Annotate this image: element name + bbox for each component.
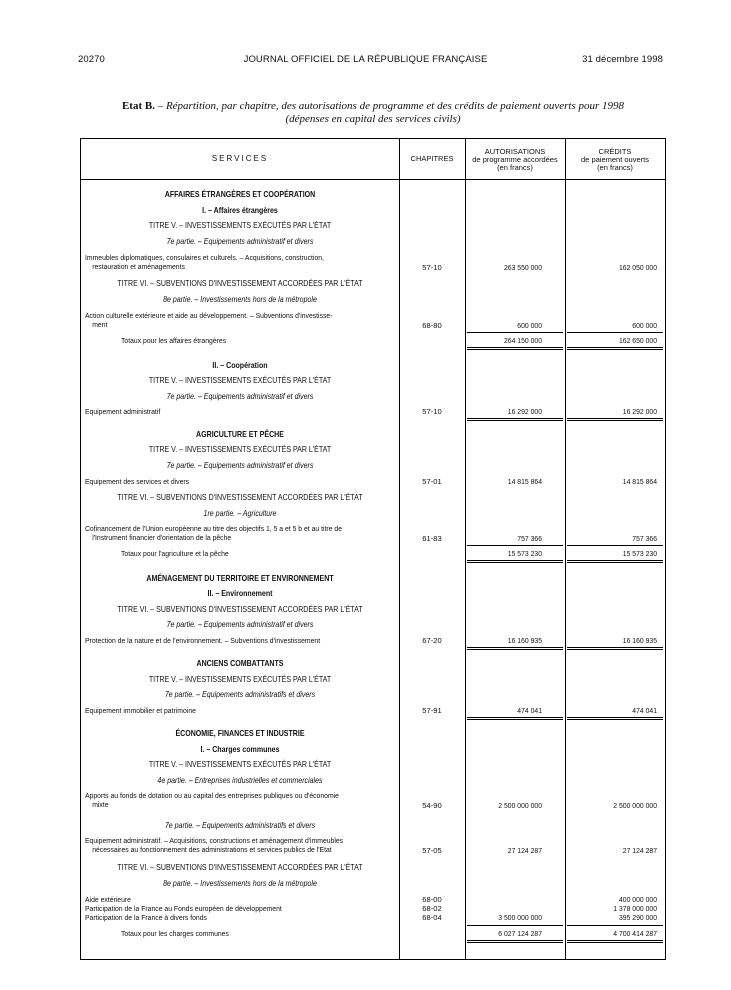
ap-value: 2 500 000 000 — [498, 801, 542, 810]
ap-value: 14 815 864 — [507, 477, 542, 486]
title-text: – Répartition, par chapitre, des autorisations de programme et des crédits de paiement ouverts pour 1998 — [154, 100, 625, 112]
cp-value: 27 124 287 — [622, 846, 657, 855]
total-rule — [567, 418, 663, 419]
cp-value: 600 000 — [632, 321, 657, 330]
ap-value: 600 000 — [517, 321, 542, 330]
total-rule — [467, 560, 563, 561]
partie-label: 7e partie. – Equipements administratifs et divers — [164, 690, 316, 699]
ap-value: 27 124 287 — [507, 846, 542, 855]
line-item-label — [85, 836, 364, 854]
titre-heading: TITRE VI. – SUBVENTIONS D'INVESTISSEMENT ACCORDÉES PAR L'ÉTAT — [117, 279, 363, 288]
ap-value: 757 366 — [517, 534, 542, 543]
partie-label: 7e partie. – Equipements administratifs et divers — [164, 821, 316, 830]
line-item-label — [85, 311, 364, 329]
total-label: Totaux pour l'agriculture et la pêche — [121, 549, 229, 558]
col-divider — [565, 139, 566, 959]
partie-heading — [103, 690, 376, 699]
total-rule — [467, 418, 563, 419]
subtotal-rule — [467, 332, 563, 333]
title-subtitle: (dépenses en capital des services civils) — [285, 113, 461, 125]
col-header-cp — [565, 148, 665, 172]
partie-heading — [103, 776, 376, 785]
section-heading: AMÉNAGEMENT DU TERRITOIRE ET ENVIRONNEMENT — [146, 574, 334, 583]
chapter-number: 68-04 — [422, 913, 442, 922]
cp-total: 162 650 000 — [618, 336, 657, 345]
partie-label: 7e partie. – Equipements administratif et divers — [166, 392, 314, 401]
total-rule — [567, 560, 663, 561]
line-item-label: Equipement immobilier et patrimoine — [85, 706, 196, 715]
line-text: ment — [92, 320, 108, 329]
col-header-cp-line2: de paiement ouverts — [581, 155, 649, 164]
titre-heading: TITRE VI. – SUBVENTIONS D'INVESTISSEMENT ACCORDÉES PAR L'ÉTAT — [117, 863, 363, 872]
partie-heading — [103, 879, 376, 888]
line-text: restauration et aménagements — [92, 262, 185, 271]
chapter-number: 67-20 — [422, 636, 442, 645]
partie-label: 4e partie. – Entreprises industrielles et commerciales — [157, 776, 323, 785]
partie-label: 7e partie. – Equipements administratif et divers — [166, 620, 314, 629]
partie-label: 7e partie. – Equipements administratif et divers — [166, 461, 314, 470]
chapter-number: 57-01 — [422, 477, 442, 486]
cp-value: 16 160 935 — [622, 636, 657, 645]
ap-value: 16 160 935 — [507, 636, 542, 645]
total-rule — [567, 717, 663, 718]
document-title — [78, 100, 668, 126]
col-header-cp-line3: (en francs) — [597, 163, 633, 172]
total-rule — [467, 420, 563, 421]
cp-value: 474 041 — [632, 706, 657, 715]
titre-heading: TITRE V. – INVESTISSEMENTS EXÉCUTÉS PAR L'ÉTAT — [148, 221, 332, 230]
section-heading: AGRICULTURE ET PÊCHE — [196, 430, 284, 439]
cp-value: 400 000 000 — [618, 895, 657, 904]
partie-heading — [103, 821, 376, 830]
ap-total: 6 027 124 287 — [498, 929, 542, 938]
publication-date: 31 décembre 1998 — [582, 54, 663, 65]
subtotal-rule — [467, 545, 563, 546]
chapter-number: 61-83 — [422, 534, 442, 543]
subsection-heading: II. – Environnement — [207, 589, 273, 598]
line-item-label: Aide extérieure — [85, 895, 131, 904]
line-text: Action culturelle extérieure et aide au développement. – Subventions d'investisse- — [85, 311, 333, 320]
line-item-label: Equipement administratif — [85, 407, 161, 416]
partie-heading — [103, 295, 376, 304]
partie-heading — [103, 392, 376, 401]
total-rule — [567, 940, 663, 941]
col-header-services: SERVICES — [211, 154, 269, 163]
line-item-label — [85, 524, 364, 542]
cp-value: 14 815 864 — [622, 477, 657, 486]
total-rule — [567, 719, 663, 720]
col-header-ap-line3: (en francs) — [497, 163, 533, 172]
chapter-number: 68-80 — [422, 321, 442, 330]
cp-value: 1 378 000 000 — [613, 904, 657, 913]
partie-label: 8e partie. – Investissements hors de la métropole — [163, 295, 317, 304]
total-rule — [467, 647, 563, 648]
chapter-number: 57-10 — [422, 263, 442, 272]
total-rule — [567, 562, 663, 563]
subtotal-rule — [567, 925, 663, 926]
total-rule — [467, 649, 563, 650]
ap-value: 474 041 — [517, 706, 542, 715]
subsection-heading: I. – Affaires étrangères — [202, 206, 278, 215]
line-text: Immeubles diplomatiques, consulaires et culturels. – Acquisitions, construction, — [85, 253, 324, 262]
line-item-label: Protection de la nature et de l'environnement. – Subventions d'investissement — [85, 636, 321, 645]
total-rule — [567, 649, 663, 650]
total-rule — [467, 562, 563, 563]
cp-value: 2 500 000 000 — [613, 801, 657, 810]
total-rule — [467, 942, 563, 943]
chapter-number: 68-02 — [422, 904, 442, 913]
subsection-heading: II. – Coopération — [212, 361, 268, 370]
total-rule — [567, 347, 663, 348]
total-rule — [467, 719, 563, 720]
header-divider — [81, 179, 665, 180]
line-item-label — [85, 791, 364, 809]
total-rule — [467, 940, 563, 941]
page-number: 20270 — [78, 54, 105, 65]
total-rule — [467, 349, 563, 350]
subtotal-rule — [567, 332, 663, 333]
section-heading: ÉCONOMIE, FINANCES ET INDUSTRIE — [175, 729, 305, 738]
col-header-ap-line1: AUTORISATIONS — [484, 147, 546, 156]
line-text: l'Instrument financier d'orientation de la pêche — [92, 533, 232, 542]
chapter-number: 57-05 — [422, 846, 442, 855]
titre-heading: TITRE V. – INVESTISSEMENTS EXÉCUTÉS PAR L'ÉTAT — [148, 675, 332, 684]
titre-heading: TITRE VI. – SUBVENTIONS D'INVESTISSEMENT ACCORDÉES PAR L'ÉTAT — [117, 605, 363, 614]
total-rule — [567, 942, 663, 943]
ap-value: 16 292 000 — [507, 407, 542, 416]
total-rule — [567, 647, 663, 648]
ap-value: 3 500 000 000 — [498, 913, 542, 922]
total-rule — [567, 349, 663, 350]
col-header-chapitres: CHAPITRES — [410, 154, 454, 163]
partie-heading — [103, 237, 376, 246]
line-item-label: Equipement des services et divers — [85, 477, 190, 486]
line-text: Apports au fonds de dotation ou au capital des entreprises publiques ou d'économie — [85, 791, 339, 800]
titre-heading: TITRE V. – INVESTISSEMENTS EXÉCUTÉS PAR L'ÉTAT — [148, 376, 332, 385]
ap-total: 264 150 000 — [503, 336, 542, 345]
total-rule — [467, 347, 563, 348]
title-lead: Etat B. — [121, 100, 155, 112]
col-divider — [465, 139, 466, 959]
line-item-label: Participation de la France à divers fonds — [85, 913, 207, 922]
subtotal-rule — [467, 925, 563, 926]
chapter-number: 57-10 — [422, 407, 442, 416]
line-item-label: Participation de la France au Fonds européen de développement — [85, 904, 282, 913]
ap-total: 15 573 230 — [507, 549, 542, 558]
titre-heading: TITRE V. – INVESTISSEMENTS EXÉCUTÉS PAR L'ÉTAT — [148, 760, 332, 769]
chapter-number: 54-90 — [422, 801, 442, 810]
partie-label: 1re partie. – Agriculture — [203, 509, 277, 518]
cp-total: 15 573 230 — [622, 549, 657, 558]
titre-heading: TITRE VI. – SUBVENTIONS D'INVESTISSEMENT ACCORDÉES PAR L'ÉTAT — [117, 493, 363, 502]
col-header-cp-line1: CRÉDITS — [598, 147, 632, 156]
total-label: Totaux pour les affaires étrangères — [121, 336, 227, 345]
budget-table — [80, 138, 666, 960]
subtotal-rule — [567, 545, 663, 546]
col-divider — [399, 139, 400, 959]
col-header-ap-line2: de programme accordées — [472, 155, 558, 164]
line-text: mixte — [92, 800, 109, 809]
partie-label: 8e partie. – Investissements hors de la métropole — [163, 879, 317, 888]
line-text: nécessaires au fonctionnement des administrations et services publics de l'Etat — [92, 845, 332, 854]
cp-value: 16 292 000 — [622, 407, 657, 416]
total-rule — [467, 717, 563, 718]
titre-heading: TITRE V. – INVESTISSEMENTS EXÉCUTÉS PAR L'ÉTAT — [148, 445, 332, 454]
cp-total: 4 700 414 287 — [613, 929, 657, 938]
total-label: Totaux pour les charges communes — [121, 929, 229, 938]
partie-label: 7e partie. – Equipements administratif et divers — [166, 237, 314, 246]
col-header-ap — [465, 148, 565, 172]
partie-heading — [103, 461, 376, 470]
partie-heading — [103, 509, 376, 518]
line-item-label — [85, 253, 364, 271]
chapter-number: 57-91 — [422, 706, 442, 715]
cp-value: 162 050 000 — [618, 263, 657, 272]
chapter-number: 68-00 — [422, 895, 442, 904]
total-rule — [567, 420, 663, 421]
partie-heading — [103, 620, 376, 629]
journal-title: JOURNAL OFFICIEL DE LA RÉPUBLIQUE FRANÇAISE — [243, 54, 488, 65]
line-text: Cofinancement de l'Union européenne au titre des objectifs 1, 5 a et 5 b et au titre de — [85, 524, 343, 533]
cp-value: 757 366 — [632, 534, 657, 543]
ap-value: 263 550 000 — [503, 263, 542, 272]
section-heading: ANCIENS COMBATTANTS — [196, 659, 284, 668]
subsection-heading: I. – Charges communes — [200, 745, 280, 754]
cp-value: 395 290 000 — [618, 913, 657, 922]
section-heading: AFFAIRES ÉTRANGÈRES ET COOPÉRATION — [164, 190, 316, 199]
line-text: Equipement administratif. – Acquisitions, constructions et aménagement d'immeubles — [85, 836, 344, 845]
